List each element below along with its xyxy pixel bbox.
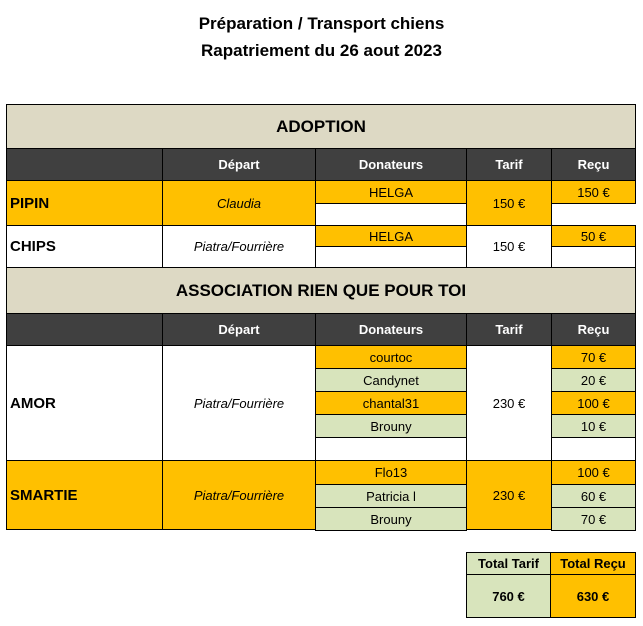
page-subtitle: Rapatriement du 26 aout 2023 <box>201 41 442 60</box>
header-donateurs: Donateurs <box>315 148 467 181</box>
dog-tarif: 150 € <box>466 225 552 268</box>
header-recu: Reçu <box>551 148 636 181</box>
donor-recu: 100 € <box>551 391 636 415</box>
dog-name: PIPIN <box>6 180 163 226</box>
dog-name: CHIPS <box>6 225 163 268</box>
donor-recu: 70 € <box>551 345 636 369</box>
dog-depart: Piatra/Fourrière <box>162 345 316 461</box>
header-recu: Reçu <box>551 313 636 346</box>
header-tarif: Tarif <box>466 148 552 181</box>
dog-name: AMOR <box>6 345 163 461</box>
dog-name: SMARTIE <box>6 460 163 530</box>
donor-name: HELGA <box>315 180 467 204</box>
total-recu-label: Total Reçu <box>550 552 636 575</box>
header-blank <box>6 148 163 181</box>
donor-name: Brouny <box>315 507 467 531</box>
header-depart: Départ <box>162 148 316 181</box>
recu-empty <box>551 246 636 269</box>
donor-empty <box>315 437 467 462</box>
donor-name: HELGA <box>315 225 467 247</box>
donor-recu: 150 € <box>551 180 636 204</box>
dog-depart: Piatra/Fourrière <box>162 460 316 530</box>
header-blank <box>6 313 163 346</box>
header-tarif: Tarif <box>466 313 552 346</box>
recu-empty <box>551 437 636 462</box>
donor-empty <box>315 246 467 269</box>
dog-tarif: 230 € <box>466 460 552 530</box>
dog-tarif: 150 € <box>466 180 552 226</box>
section-title: ASSOCIATION RIEN QUE POUR TOI <box>6 267 636 314</box>
donor-recu: 70 € <box>551 507 636 531</box>
total-tarif-value: 760 € <box>466 574 551 618</box>
total-tarif-label: Total Tarif <box>466 552 551 575</box>
page-title: Préparation / Transport chiens <box>198 14 445 33</box>
donor-recu: 50 € <box>551 225 636 247</box>
donor-name: Patricia l <box>315 484 467 508</box>
donor-recu: 10 € <box>551 414 636 438</box>
donor-name: Brouny <box>315 414 467 438</box>
donor-recu: 100 € <box>551 460 636 485</box>
donor-recu: 60 € <box>551 484 636 508</box>
section-title: ADOPTION <box>6 104 636 149</box>
total-recu-value: 630 € <box>550 574 636 618</box>
header-donateurs: Donateurs <box>315 313 467 346</box>
dog-depart: Claudia <box>162 180 316 226</box>
dog-depart: Piatra/Fourrière <box>162 225 316 268</box>
donor-name: chantal31 <box>315 391 467 415</box>
donor-name: Flo13 <box>315 460 467 485</box>
donor-name: courtoc <box>315 345 467 369</box>
donor-recu: 20 € <box>551 368 636 392</box>
dog-tarif: 230 € <box>466 345 552 461</box>
header-depart: Départ <box>162 313 316 346</box>
donor-name: Candynet <box>315 368 467 392</box>
